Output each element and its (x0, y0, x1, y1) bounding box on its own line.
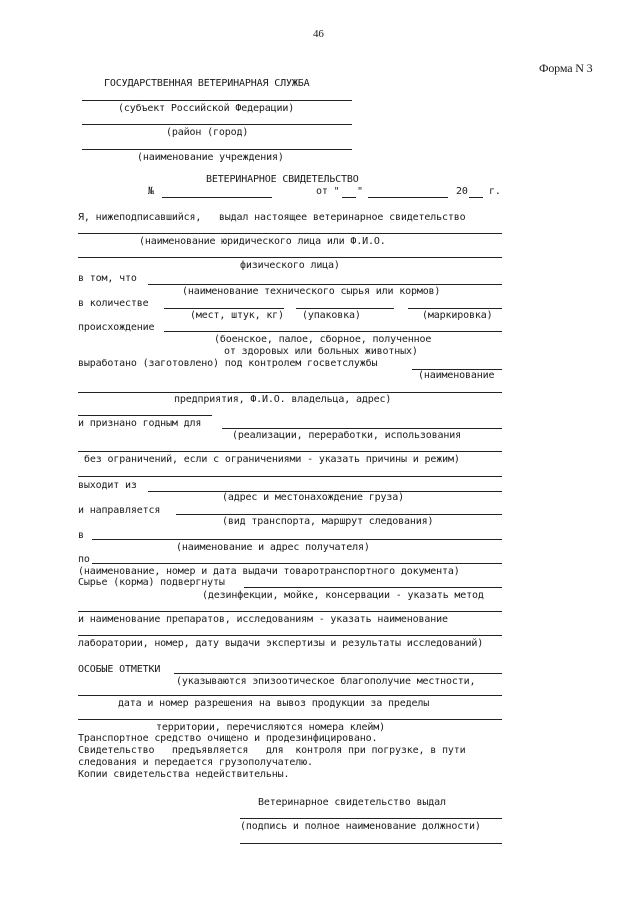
permit-hint: дата и номер разрешения на вывоз продукции за пределы (118, 698, 430, 709)
enterprise-hint: предприятия, Ф.И.О. владельца, адрес) (174, 394, 392, 405)
transport-hint: (вид транспорта, маршрут следования) (222, 516, 434, 527)
page-number: 46 (313, 28, 324, 40)
subjected-line (244, 587, 502, 588)
signature-hint: (подпись и полное наименование должности) (240, 821, 481, 832)
enterprise-line (78, 392, 502, 393)
service-heading: ГОСУДАРСТВЕННАЯ ВЕТЕРИНАРНАЯ СЛУЖБА (104, 78, 310, 89)
label-notes: ОСОБЫЕ ОТМЕТКИ (78, 664, 161, 675)
use-hint: (реализации, переработки, использования (232, 430, 461, 441)
origin-line (164, 331, 502, 332)
date-year-prefix: 20 (456, 186, 468, 197)
sent-line (176, 514, 502, 515)
use-line (78, 451, 502, 452)
date-quote: " (357, 186, 363, 197)
statement-present: Свидетельство предъявляется для контроля при погрузке, в пути (78, 745, 466, 756)
label-to: в (78, 530, 84, 541)
form-label: Форма N 3 (539, 61, 593, 75)
preparations-line (78, 635, 502, 636)
date-year-suffix: г. (489, 186, 501, 197)
physical-hint: физического лица) (240, 260, 340, 271)
origin-hint-1: (боенское, палое, сборное, полученное (214, 334, 432, 345)
issued-by: Ветеринарное свидетельство выдал (258, 797, 446, 808)
number-line (162, 197, 272, 198)
marking-line (408, 308, 502, 309)
notes-line (174, 673, 502, 674)
subject-line (82, 100, 352, 101)
physical-line (78, 257, 502, 258)
intro-text: Я, нижеподписавшийся, выдал настоящее ветеринарное свидетельство (78, 212, 466, 223)
date-from: от " (316, 186, 340, 197)
raw-hint: (наименование технического сырья или кормов) (182, 286, 441, 297)
quantity-line (164, 308, 284, 309)
restrict-line (78, 476, 502, 477)
restrict-hint: без ограничений, если с ограничениями - указать причины и режим) (84, 454, 460, 465)
by-line (92, 563, 502, 564)
fit-pre-line (78, 415, 212, 416)
units-hint: (мест, штук, кг) (190, 310, 284, 321)
origin-hint-2: от здоровых или больных животных) (224, 346, 418, 357)
label-produced: выработано (заготовлено) под контролем госветслужбы (78, 358, 378, 369)
permit-line (78, 719, 502, 720)
subject-hint: (субъект Российской Федерации) (118, 103, 295, 114)
package-hint: (упаковка) (302, 310, 361, 321)
statement-vehicle: Транспортное средство очищено и продезинфицировано. (78, 733, 378, 744)
to-line (92, 539, 502, 540)
label-quantity: в количестве (78, 298, 149, 309)
date-month-line (368, 197, 448, 198)
label-origin: происхождение (78, 322, 155, 333)
disinfection-line (78, 611, 502, 612)
legal-hint: (наименование юридического лица или Ф.И.О. (139, 236, 386, 247)
institution-line (82, 149, 352, 150)
district-hint: (район (город) (166, 127, 249, 138)
disinfection-hint: (дезинфекции, мойке, консервации - указать метод (202, 590, 484, 601)
signature-line-2 (240, 843, 502, 844)
document-hint: (наименование, номер и дата выдачи товаротранспортного документа) (78, 566, 460, 577)
district-line (82, 124, 352, 125)
label-that: в том, что (78, 273, 137, 284)
epizootic-hint: (указываются эпизоотическое благополучие местности, (176, 676, 476, 687)
epizootic-line (78, 695, 502, 696)
package-line (296, 308, 394, 309)
territory-hint: территории, перечисляются номера клейм) (156, 722, 385, 733)
statement-transfer: следования и передается грузополучателю. (78, 757, 313, 768)
fit-line (222, 428, 502, 429)
label-from: выходит из (78, 480, 137, 491)
statement-copies: Копии свидетельства недействительны. (78, 769, 290, 780)
label-sent: и направляется (78, 505, 161, 516)
marking-hint: (маркировка) (422, 310, 493, 321)
date-year-line (469, 197, 483, 198)
that-line (148, 284, 502, 285)
cargo-hint: (адрес и местонахождение груза) (222, 492, 404, 503)
recipient-hint: (наименование и адрес получателя) (176, 542, 370, 553)
label-by: по (78, 554, 90, 565)
institution-hint: (наименование учреждения) (137, 152, 284, 163)
number-sign: № (148, 186, 154, 197)
label-fit: и признано годным для (78, 418, 202, 429)
name-hint: (наименование (418, 370, 495, 381)
signature-line (240, 818, 502, 819)
preparations-hint: и наименование препаратов, исследованиям - указать наименование (78, 614, 448, 625)
legal-line (78, 233, 502, 234)
date-day-line (342, 197, 356, 198)
lab-hint: лаборатории, номер, дату выдачи экспертизы и результаты исследований) (78, 638, 484, 649)
document-title: ВЕТЕРИНАРНОЕ СВИДЕТЕЛЬСТВО (206, 174, 359, 185)
label-subjected: Сырье (корма) подвергнуты (78, 577, 225, 588)
